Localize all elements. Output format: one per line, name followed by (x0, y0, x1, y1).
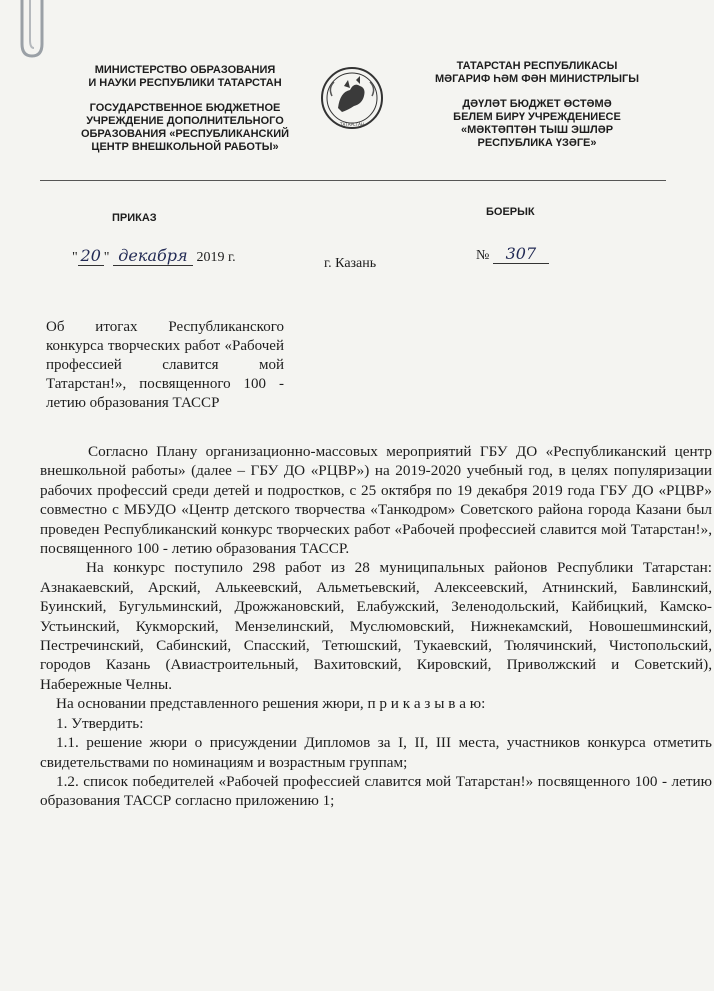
paragraph: На основании представленного решения жюри, п р и к а з ы в а ю: (56, 695, 486, 713)
paperclip-icon (8, 0, 48, 62)
header-left (50, 64, 320, 154)
date-day: 20 (78, 246, 104, 266)
date-year: 2019 г. (196, 250, 236, 265)
date-month: декабря (113, 246, 193, 266)
header-right (408, 60, 666, 150)
city: г. Казань (324, 256, 377, 271)
institution-name-tt-line2: БЕЛЕМ БИРҮ УЧРЕЖДЕНИЕСЕ (453, 111, 621, 123)
coat-of-arms-icon (320, 66, 384, 130)
institution-name-tt-line4: РЕСПУБЛИКА ҮЗӘГЕ» (477, 137, 597, 149)
date-quote-open: " (72, 250, 78, 265)
institution-name-line2: УЧРЕЖДЕНИЕ ДОПОЛНИТЕЛЬНОГО (86, 115, 284, 127)
paragraph: На конкурс поступило 298 работ из 28 муниципальных районов Республики Татарстан: Азнакаевский, Арский, Алькеевский, Альметьевский, Алексеевский, Атнинский, Бавлинский, Буинский, Бугульминский, Дрожжановский, Елабужский, Зеленодольский, Кайбицкий, Камско-Устьинский, Кукморский, Мензелинский, Муслюмовский, Нижнекамский, Новошешминский, Пестречинский, Сабинский, Спасский, Тетюшский, Тукаевский, Тюлячинский, Чистопольский, городов Казань (Авиастроительный, Вахитовский, Кировский, Приволжский и Советский), Набережные Челны. (40, 559, 712, 693)
emblem-ring-text: ТАТАРСТАН (340, 122, 364, 127)
ministry-name-line1: МИНИСТЕРСТВО ОБРАЗОВАНИЯ (94, 64, 276, 76)
paragraph: 1.2. список победителей «Рабочей профессией славится мой Татарстан!» посвященного 100 - летию образования ТАССР согласно приложению 1; (40, 772, 712, 810)
order-body (40, 442, 712, 811)
number-value: 307 (493, 244, 549, 264)
institution-name-tt-line3: «МӘКТӘПТӘН ТЫШ ЭШЛӘР (460, 124, 614, 136)
institution-name-tt-line1: ДӘҮЛӘТ БЮДЖЕТ ӨСТӘМӘ (462, 98, 612, 110)
order-title: Об итогах Республиканского конкурса творческих работ «Рабочей профессией славится мой Татарстан!», посвященного 100 - летию образования ТАССР (46, 319, 284, 411)
institution-name-line1: ГОСУДАРСТВЕННОЕ БЮДЖЕТНОЕ (89, 102, 281, 114)
ministry-name-tt-line1: ТАТАРСТАН РЕСПУБЛИКАСЫ (456, 60, 618, 72)
ministry-name-line2: И НАУКИ РЕСПУБЛИКИ ТАТАРСТАН (88, 77, 282, 89)
paragraph: Согласно Плану организационно-массовых мероприятий ГБУ ДО «Республиканский центр внешкольной работы» (далее – ГБУ ДО «РЦВР») на 2019-2020 учебный год, в целях популяризации рабочих профессий среди детей и подростков, с 25 октября по 19 декабря 2019 года ГБУ ДО «РЦВР» совместно с МБУДО «Центр детского творчества «Танкодром» Советского района города Казани был проведен Республиканский конкурс творческих работ «Рабочей профессией славится мой Татарстан!», посвященного 100 - летию образования ТАССР. (40, 443, 712, 558)
paragraph: 1. Утвердить: (56, 714, 144, 732)
doc-kind-tt: БОЕРЫК (486, 206, 535, 218)
order-number (476, 244, 549, 264)
ministry-name-tt-line2: МӘГАРИФ ҺӘМ ФӘН МИНИСТРЛЫГЫ (434, 73, 640, 85)
institution-name-line4: ЦЕНТР ВНЕШКОЛЬНОЙ РАБОТЫ» (91, 141, 279, 153)
header-divider (40, 180, 666, 181)
institution-name-line3: ОБРАЗОВАНИЯ «РЕСПУБЛИКАНСКИЙ (80, 128, 290, 140)
order-date (72, 246, 236, 266)
date-quote-close: " (103, 250, 110, 265)
number-symbol: № (476, 248, 490, 263)
doc-kind-ru: ПРИКАЗ (112, 212, 157, 224)
paragraph: 1.1. решение жюри о присуждении Дипломов за I, II, III места, участников конкурса отметить свидетельствами по номинациям и возрастным группам; (40, 734, 712, 771)
